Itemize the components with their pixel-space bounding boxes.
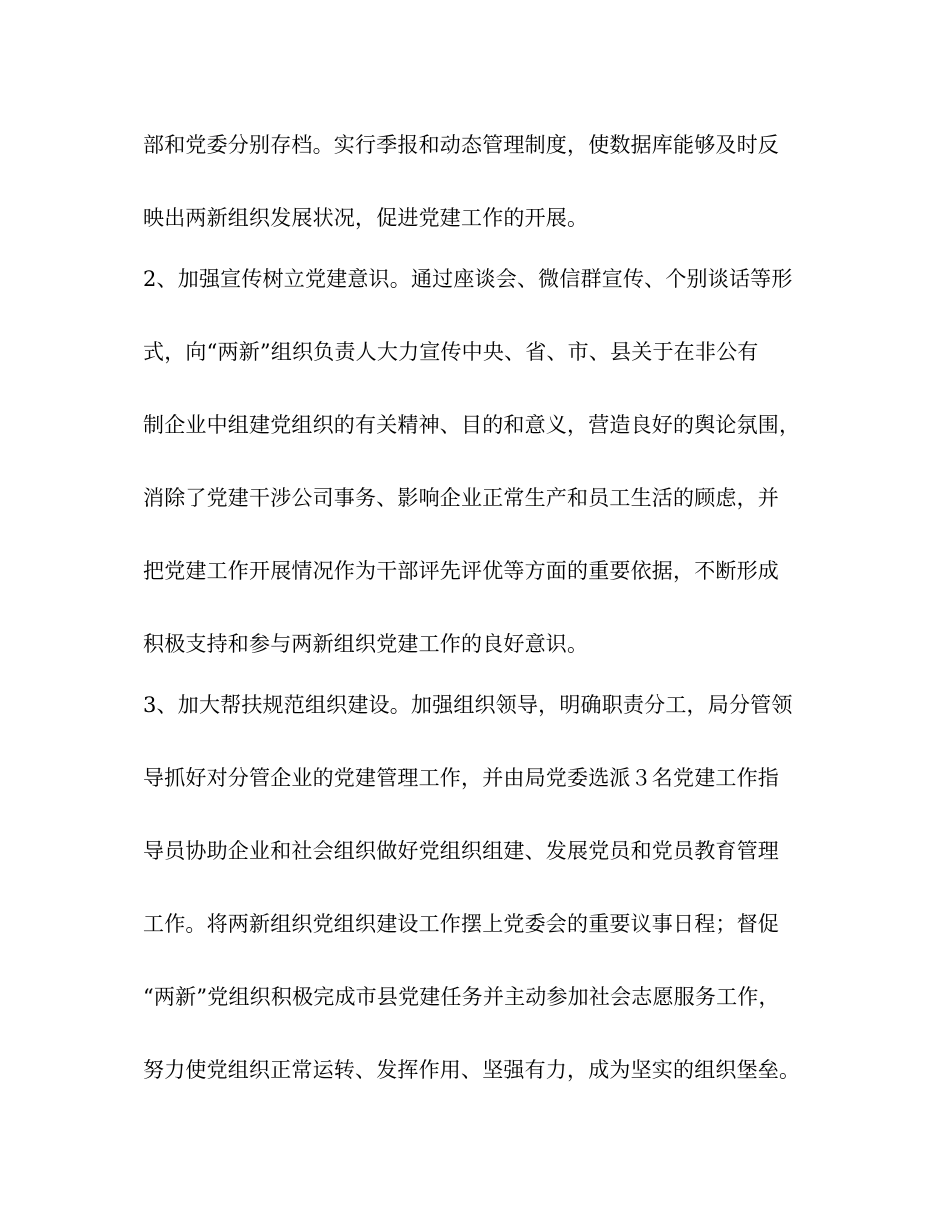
text-line: 部和党委分别存档。实行季报和动态管理制度，使数据库能够及时反 bbox=[143, 133, 779, 157]
text-line: 映出两新组织发展状况，促进党建工作的开展。 bbox=[143, 206, 589, 230]
text-line: 2、加强宣传树立党建意识。通过座谈会、微信群宣传、个别谈话等形 bbox=[143, 267, 793, 291]
text-line: 3、加大帮扶规范组织建设。加强组织领导，明确职责分工，局分管领 bbox=[143, 693, 793, 717]
text-line: 式，向“两新”组织负责人大力宣传中央、省、市、县关于在非公有 bbox=[143, 340, 759, 364]
text-line: 消除了党建干涉公司事务、影响企业正常生产和员工生活的顾虑，并 bbox=[143, 486, 779, 510]
text-line: 导员协助企业和社会组织做好党组织组建、发展党员和党员教育管理 bbox=[143, 839, 779, 863]
text-line: 导抓好对分管企业的党建管理工作，并由局党委选派３名党建工作指 bbox=[143, 766, 779, 790]
text-line: 工作。将两新组织党组织建设工作摆上党委会的重要议事日程；督促 bbox=[143, 912, 779, 936]
text-line: “两新”党组织积极完成市县党建任务并主动参加社会志愿服务工作， bbox=[143, 985, 780, 1009]
text-line: 把党建工作开展情况作为干部评先评优等方面的重要依据，不断形成 bbox=[143, 559, 779, 583]
text-line: 努力使党组织正常运转、发挥作用、坚强有力，成为坚实的组织堡垒。 bbox=[143, 1058, 801, 1082]
text-line: 制企业中组建党组织的有关精神、目的和意义，营造良好的舆论氛围， bbox=[143, 413, 801, 437]
text-line: 积极支持和参与两新组织党建工作的良好意识。 bbox=[143, 632, 589, 656]
